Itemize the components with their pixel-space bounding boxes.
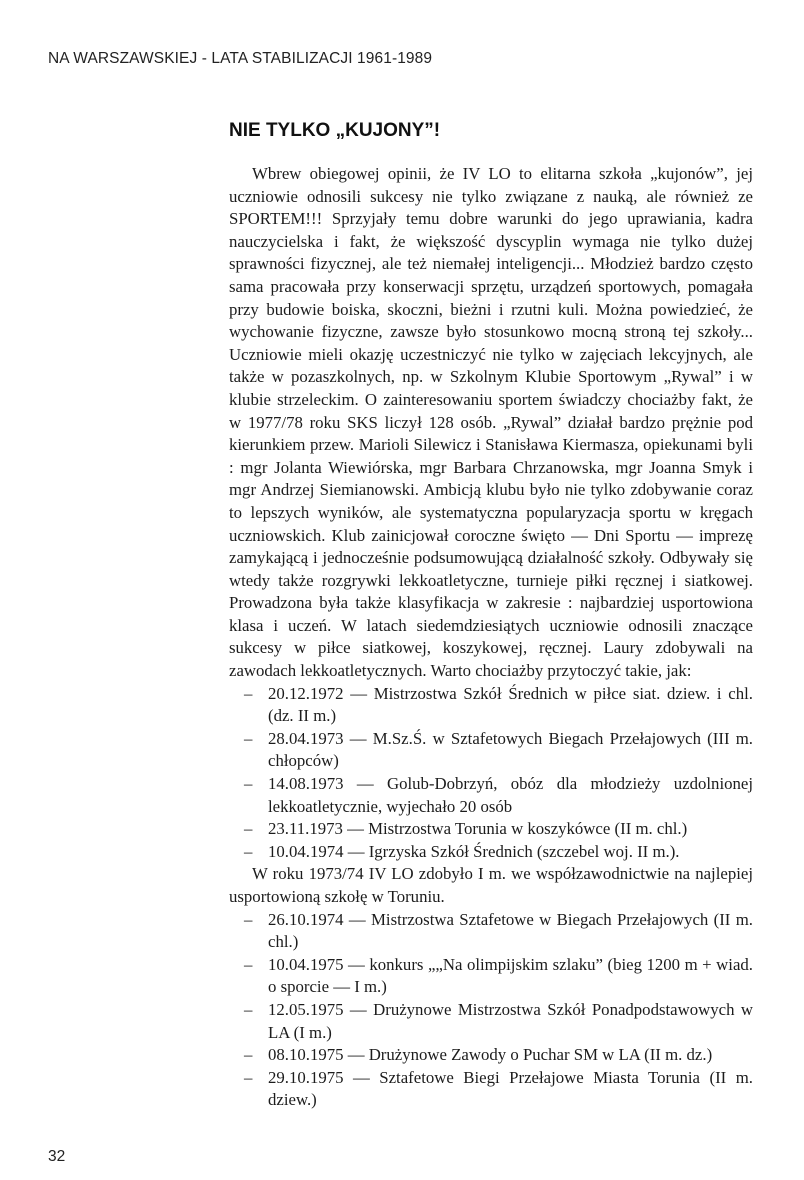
dash-bullet: –: [244, 1067, 253, 1087]
body-paragraph: W roku 1973/74 IV LO zdobyło I m. we współzawodnictwie na najlepiej usportowioną szkołę w Toruniu.: [229, 864, 753, 906]
list-item-text: 12.05.1975 — Drużynowe Mistrzostwa Szkół Ponadpodstawowych w LA (I m.): [268, 999, 753, 1042]
list-item: [229, 728, 753, 773]
dash-bullet: –: [244, 819, 253, 839]
list-item: [229, 841, 753, 864]
list-item: [229, 1044, 753, 1067]
list-item: [229, 954, 753, 999]
list-item-text: 28.04.1973 — M.Sz.Ś. w Sztafetowych Biegach Przełajowych (III m. chłopców): [268, 728, 753, 771]
dash-bullet: –: [244, 909, 253, 929]
list-item: [229, 818, 753, 841]
section-title: NIE TYLKO „KUJONY”!: [229, 120, 441, 141]
results-list-1973: [229, 683, 753, 864]
dash-bullet: –: [244, 841, 253, 861]
list-item-text: 26.10.1974 — Mistrzostwa Sztafetowe w Biegach Przełajowych (II m. chl.): [268, 909, 753, 952]
body-paragraph: Wbrew obiegowej opinii, że IV LO to elitarna szkoła „kujonów”, jej uczniowie odnosili sukcesy nie tylko związane z nauką, ale również ze SPORTEM!!! Sprzyjały temu dobre warunki do jego uprawiania, kadra nauczycielska i fakt, że większość dyscyplin wymaga nie tylko dużej sprawności fizycznej, ale też niemałej inteligencji... Młodzież bardzo często sama pracowała przy konserwacji sprzętu, urządzeń sportowych, pomagała przy budowie boiska, skoczni, bieżni i rzutni kuli. Można powiedzieć, że wychowanie fizyczne, zawsze było stosunkowo mocną stroną tej szkoły... Uczniowie mieli okazję uczestniczyć nie tylko w zajęciach lekcyjnych, ale także w pozaszkolnych, np. w Szkolnym Klubie Sportowym „Rywal” i w klubie strzeleckim. O zainteresowaniu sportem świadczy chociażby fakt, że w 1977/78 roku SKS liczył 128 osób. „Rywal” działał bardzo prężnie pod kierunkiem przew. Marioli Silewicz i Stanisława Kiermasza, opiekunami byli : mgr Jolanta Wiewiórska, mgr Barbara Chrzanowska, mgr Joanna Smyk i mgr Andrzej Siemianowski. Ambicją klubu było nie tylko zdobywanie coraz to lepszych wyników, ale systematyczna popularyzacja sportu w kręgach uczniowskich. Klub zainicjował coroczne święto — Dni Sportu — imprezę zamykającą i jednocześnie podsumowującą działalność szkoły. Odbywały się wtedy także rozgrywki lekkoatletyczne, turnieje piłki ręcznej i siatkowej. Prowadzona była także klasyfikacja w zakresie : najbardziej usportowiona klasa i uczeń. W latach siedemdziesiątych uczniowie odnosili znaczące sukcesy w piłce siatkowej, koszykowej, ręcznej. Laury zdobywali na zawodach lekkoatletycznych. Warto chociażby przytoczyć takie, jak:: [229, 164, 753, 681]
dash-bullet: –: [244, 683, 253, 703]
list-item: [229, 1067, 753, 1112]
list-item-text: 10.04.1975 — konkurs „„Na olimpijskim szlaku” (bieg 1200 m + wiad. o sporcie — I m.): [268, 954, 753, 997]
list-item-text: 20.12.1972 — Mistrzostwa Szkół Średnich w piłce siat. dziew. i chl. (dz. II m.): [268, 683, 753, 726]
list-item: [229, 909, 753, 954]
dash-bullet: –: [244, 954, 253, 974]
list-item-text: 10.04.1974 — Igrzyska Szkół Średnich (szczebel woj. II m.).: [268, 841, 680, 861]
results-list-1975: [229, 909, 753, 1112]
list-item-text: 23.11.1973 — Mistrzostwa Torunia w koszykówce (II m. chl.): [268, 819, 688, 839]
dash-bullet: –: [244, 1045, 253, 1065]
dash-bullet: –: [244, 774, 253, 794]
list-item-text: 14.08.1973 — Golub-Dobrzyń, obóz dla młodzieży uzdolnionej lekkoatletycznie, wyjechało 20 osób: [268, 774, 753, 816]
list-item-text: 29.10.1975 — Sztafetowe Biegi Przełajowe Miasta Torunia (II m. dziew.): [268, 1067, 753, 1110]
list-item: [229, 683, 753, 728]
article-body: [229, 163, 753, 1112]
list-item-text: 08.10.1975 — Drużynowe Zawody o Puchar SM w LA (II m. dz.): [268, 1045, 713, 1065]
dash-bullet: –: [244, 999, 253, 1019]
list-item: [229, 773, 753, 818]
list-item: [229, 999, 753, 1044]
running-header: NA WARSZAWSKIEJ - LATA STABILIZACJI 1961-1989: [48, 50, 433, 67]
page-number: 32: [48, 1148, 66, 1165]
dash-bullet: –: [244, 728, 253, 748]
